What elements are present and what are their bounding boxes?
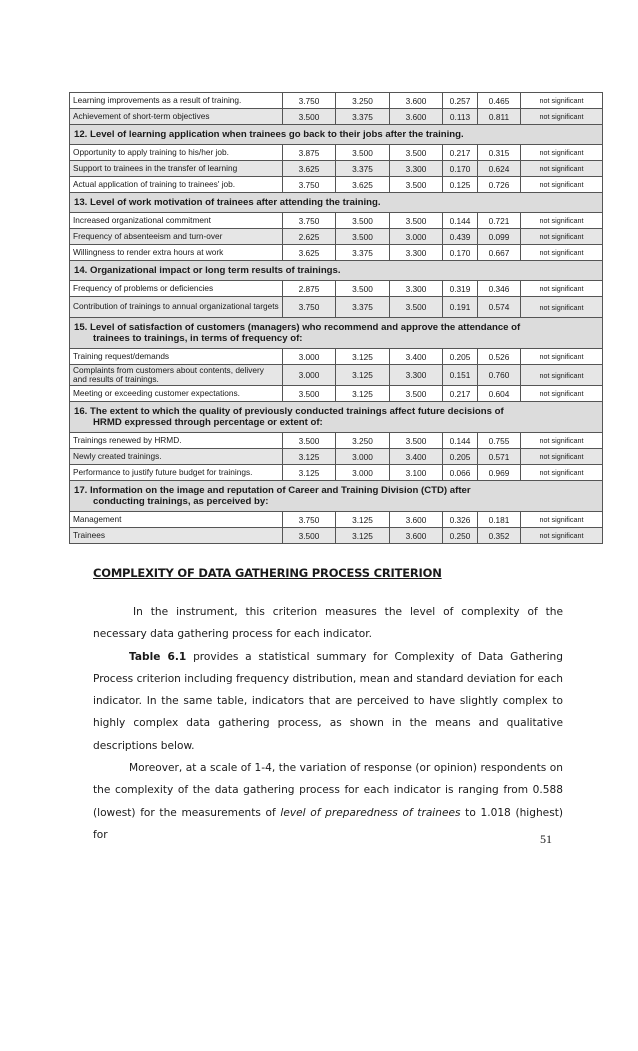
section-title (70, 261, 603, 281)
table-row (70, 433, 603, 449)
significance-cell: not significant (521, 245, 603, 261)
value-cell: 0.066 (443, 465, 478, 481)
value-cell: 0.257 (443, 93, 478, 109)
value-cell: 0.346 (478, 281, 521, 297)
value-cell: 0.125 (443, 177, 478, 193)
value-cell: 3.625 (336, 177, 390, 193)
table-row (70, 349, 603, 365)
value-cell: 3.000 (283, 349, 336, 365)
value-cell: 3.750 (283, 213, 336, 229)
value-cell: 3.250 (336, 93, 390, 109)
value-cell: 3.125 (336, 512, 390, 528)
value-cell: 3.125 (283, 465, 336, 481)
value-cell: 3.100 (390, 465, 443, 481)
table-row (70, 449, 603, 465)
table-row (70, 297, 603, 318)
value-cell: 3.375 (336, 109, 390, 125)
value-cell: 3.300 (390, 281, 443, 297)
value-cell: 3.875 (283, 145, 336, 161)
value-cell: 0.144 (443, 213, 478, 229)
indicator-cell: Contribution of trainings to annual organizational targets (70, 297, 283, 318)
value-cell: 3.375 (336, 245, 390, 261)
table-row (70, 465, 603, 481)
value-cell: 0.144 (443, 433, 478, 449)
table-row (70, 365, 603, 386)
indicator-cell: Support to trainees in the transfer of learning (70, 161, 283, 177)
significance-cell: not significant (521, 161, 603, 177)
significance-cell: not significant (521, 177, 603, 193)
value-cell: 3.375 (336, 297, 390, 318)
indicator-cell: Trainees (70, 528, 283, 544)
indicator-cell: Meeting or exceeding customer expectations. (70, 386, 283, 402)
table-row (70, 109, 603, 125)
value-cell: 0.352 (478, 528, 521, 544)
value-cell: 0.250 (443, 528, 478, 544)
value-cell: 0.571 (478, 449, 521, 465)
paragraph-3 (93, 757, 563, 846)
indicator-cell: Newly created trainings. (70, 449, 283, 465)
value-cell: 3.500 (283, 528, 336, 544)
value-cell: 3.500 (390, 145, 443, 161)
value-cell: 3.600 (390, 512, 443, 528)
indicator-cell: Achievement of short-term objectives (70, 109, 283, 125)
significance-cell: not significant (521, 109, 603, 125)
table-row (70, 528, 603, 544)
value-cell: 0.170 (443, 161, 478, 177)
table-row (70, 512, 603, 528)
value-cell: 0.319 (443, 281, 478, 297)
value-cell: 3.300 (390, 365, 443, 386)
section-header-row (70, 125, 603, 145)
value-cell: 0.326 (443, 512, 478, 528)
value-cell: 3.250 (336, 433, 390, 449)
value-cell: 3.750 (283, 93, 336, 109)
significance-cell: not significant (521, 229, 603, 245)
value-cell: 3.500 (390, 433, 443, 449)
value-cell: 3.000 (390, 229, 443, 245)
indicator-cell: Performance to justify future budget for trainings. (70, 465, 283, 481)
value-cell: 3.600 (390, 93, 443, 109)
indicator-cell: Trainings renewed by HRMD. (70, 433, 283, 449)
section-title (70, 318, 603, 349)
indicator-cell: Management (70, 512, 283, 528)
value-cell: 3.125 (336, 528, 390, 544)
value-cell: 3.600 (390, 528, 443, 544)
value-cell: 0.667 (478, 245, 521, 261)
indicator-cell: Increased organizational commitment (70, 213, 283, 229)
section-title (70, 402, 603, 433)
page-number: 51 (540, 832, 552, 846)
table-reference: Table 6.1 (129, 650, 187, 663)
indicator-cell: Actual application of training to trainees' job. (70, 177, 283, 193)
section-title (70, 125, 603, 145)
table-row (70, 93, 603, 109)
significance-cell: not significant (521, 365, 603, 386)
value-cell: 0.217 (443, 145, 478, 161)
value-cell: 0.113 (443, 109, 478, 125)
section-title-line: 12. Level of learning application when trainees go back to their jobs after the training. (74, 129, 464, 140)
value-cell: 0.205 (443, 449, 478, 465)
value-cell: 3.750 (283, 297, 336, 318)
section-header-row (70, 193, 603, 213)
indicator-cell: Learning improvements as a result of training. (70, 93, 283, 109)
section-title-line: 13. Level of work motivation of trainees after attending the training. (74, 197, 381, 208)
indicator-cell: Willingness to render extra hours at work (70, 245, 283, 261)
section-title-line: 14. Organizational impact or long term results of trainings. (74, 265, 341, 276)
value-cell: 0.604 (478, 386, 521, 402)
significance-cell: not significant (521, 145, 603, 161)
value-cell: 3.750 (283, 177, 336, 193)
value-cell: 0.755 (478, 433, 521, 449)
paragraph-3-italic: level of preparedness of trainees (280, 806, 461, 819)
value-cell: 3.125 (336, 365, 390, 386)
significance-cell: not significant (521, 281, 603, 297)
value-cell: 0.315 (478, 145, 521, 161)
paragraph-2-text: provides a statistical summary for Complexity of Data Gathering Process criterion including frequency distribution, mean and standard deviation for each indicator. In the same table, indicators that are perceived to have slightly complex to highly complex data gathering process, as shown in the means and qualitative descriptions below. (93, 650, 563, 752)
value-cell: 3.500 (336, 281, 390, 297)
value-cell: 0.624 (478, 161, 521, 177)
table-row (70, 386, 603, 402)
value-cell: 3.500 (283, 433, 336, 449)
significance-cell: not significant (521, 449, 603, 465)
section-title-continuation: conducting trainings, as perceived by: (93, 496, 269, 507)
value-cell: 3.750 (283, 512, 336, 528)
value-cell: 2.625 (283, 229, 336, 245)
value-cell: 0.526 (478, 349, 521, 365)
section-header-row (70, 402, 603, 433)
value-cell: 3.500 (283, 109, 336, 125)
value-cell: 3.300 (390, 245, 443, 261)
section-title (70, 193, 603, 213)
value-cell: 3.000 (336, 449, 390, 465)
table-row (70, 145, 603, 161)
value-cell: 3.125 (336, 349, 390, 365)
indicator-cell: Opportunity to apply training to his/her job. (70, 145, 283, 161)
value-cell: 3.500 (390, 297, 443, 318)
table-row (70, 281, 603, 297)
value-cell: 0.151 (443, 365, 478, 386)
value-cell: 3.000 (336, 465, 390, 481)
section-title-line: 17. Information on the image and reputation of Career and Training Division (CTD) after (74, 485, 471, 496)
value-cell: 3.400 (390, 449, 443, 465)
value-cell: 0.726 (478, 177, 521, 193)
value-cell: 3.375 (336, 161, 390, 177)
value-cell: 0.811 (478, 109, 521, 125)
significance-cell: not significant (521, 433, 603, 449)
value-cell: 0.439 (443, 229, 478, 245)
value-cell: 0.181 (478, 512, 521, 528)
section-title-line: 15. Level of satisfaction of customers (managers) who recommend and approve the attendance of (74, 322, 521, 333)
value-cell: 3.500 (336, 145, 390, 161)
value-cell: 3.500 (390, 213, 443, 229)
table-row (70, 245, 603, 261)
significance-cell: not significant (521, 93, 603, 109)
value-cell: 3.000 (283, 365, 336, 386)
value-cell: 3.125 (283, 449, 336, 465)
value-cell: 0.217 (443, 386, 478, 402)
value-cell: 0.099 (478, 229, 521, 245)
significance-cell: not significant (521, 528, 603, 544)
section-header-row (70, 481, 603, 512)
table-row (70, 177, 603, 193)
value-cell: 3.500 (336, 229, 390, 245)
indicator-cell: Frequency of absenteeism and turn-over (70, 229, 283, 245)
significance-cell: not significant (521, 386, 603, 402)
indicator-cell: Training request/demands (70, 349, 283, 365)
value-cell: 3.500 (390, 386, 443, 402)
paragraph-1: In the instrument, this criterion measures the level of complexity of the necessary data gathering process for each indicator. (93, 606, 563, 641)
section-header-row (70, 318, 603, 349)
section-heading: COMPLEXITY OF DATA GATHERING PROCESS CRITERION (93, 566, 442, 580)
value-cell: 3.625 (283, 161, 336, 177)
table-row (70, 161, 603, 177)
significance-cell: not significant (521, 512, 603, 528)
section-title (70, 481, 603, 512)
value-cell: 3.500 (336, 213, 390, 229)
paragraph-2 (93, 646, 563, 757)
value-cell: 0.170 (443, 245, 478, 261)
value-cell: 3.600 (390, 109, 443, 125)
value-cell: 3.125 (336, 386, 390, 402)
indicator-cell: Complaints from customers about contents, delivery and results of trainings. (70, 365, 283, 386)
value-cell: 0.574 (478, 297, 521, 318)
significance-cell: not significant (521, 297, 603, 318)
body-text (93, 601, 563, 846)
indicator-cell: Frequency of problems or deficiencies (70, 281, 283, 297)
value-cell: 0.969 (478, 465, 521, 481)
statistics-table (69, 92, 603, 544)
significance-cell: not significant (521, 213, 603, 229)
section-title-continuation: trainees to trainings, in terms of frequency of: (93, 333, 303, 344)
significance-cell: not significant (521, 349, 603, 365)
value-cell: 3.625 (283, 245, 336, 261)
value-cell: 2.875 (283, 281, 336, 297)
value-cell: 0.191 (443, 297, 478, 318)
value-cell: 0.205 (443, 349, 478, 365)
section-title-continuation: HRMD expressed through percentage or extent of: (93, 417, 323, 428)
table-row (70, 229, 603, 245)
value-cell: 0.465 (478, 93, 521, 109)
value-cell: 3.500 (283, 386, 336, 402)
paragraph-3-end: to 1.018 (highest) for (93, 806, 564, 841)
section-title-line: 16. The extent to which the quality of previously conducted trainings affect future decisions of (74, 406, 504, 417)
significance-cell: not significant (521, 465, 603, 481)
value-cell: 3.300 (390, 161, 443, 177)
table-body (70, 93, 603, 544)
table-row (70, 213, 603, 229)
value-cell: 0.760 (478, 365, 521, 386)
value-cell: 3.500 (390, 177, 443, 193)
value-cell: 3.400 (390, 349, 443, 365)
section-header-row (70, 261, 603, 281)
value-cell: 0.721 (478, 213, 521, 229)
paragraph-3-start: Moreover, at a scale of 1-4, the variation of response (or opinion) respondents on the complexity of the data gathering process for each indicator is ranging from 0.588 (lowest) for the measurements of (93, 762, 563, 819)
